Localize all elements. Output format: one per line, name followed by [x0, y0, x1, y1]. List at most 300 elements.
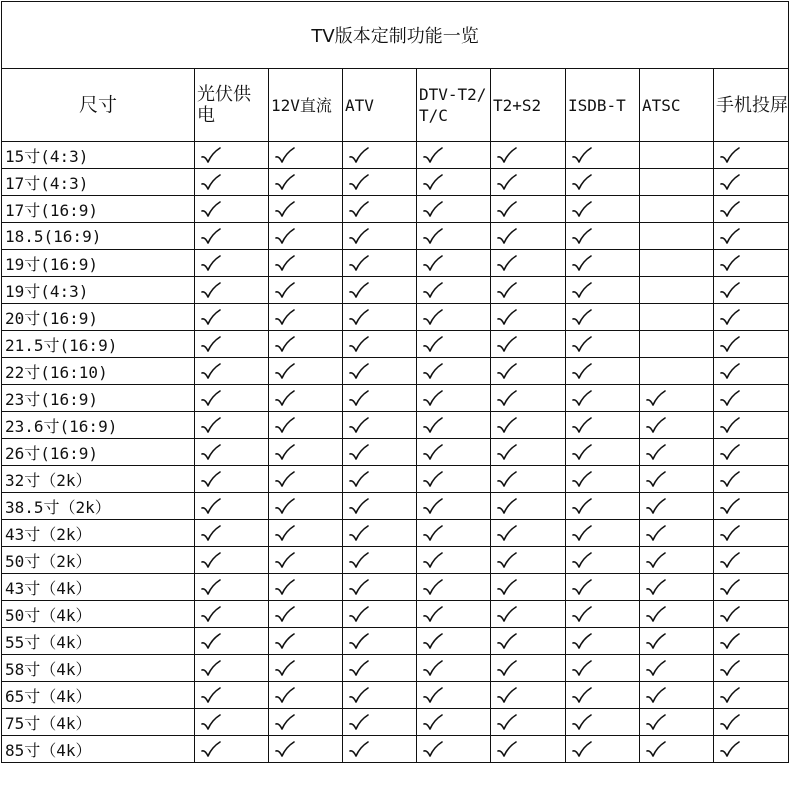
size-label: 58寸（4k） — [2, 655, 195, 682]
feature-cell-isdbt — [566, 142, 640, 169]
feature-cell-solar — [195, 223, 269, 250]
check-icon — [349, 390, 369, 408]
check-icon — [349, 444, 369, 462]
feature-cell-mirror — [714, 655, 789, 682]
feature-cell-dc12v — [269, 169, 343, 196]
feature-cell-mirror — [714, 520, 789, 547]
check-icon — [572, 552, 592, 570]
feature-cell-dc12v — [269, 142, 343, 169]
feature-cell-solar — [195, 277, 269, 304]
check-icon — [349, 417, 369, 435]
feature-cell-dc12v — [269, 439, 343, 466]
feature-cell-dc12v — [269, 547, 343, 574]
feature-cell-isdbt — [566, 412, 640, 439]
check-icon — [423, 525, 443, 543]
feature-cell-dc12v — [269, 655, 343, 682]
feature-cell-t2s2 — [491, 169, 566, 196]
check-icon — [497, 228, 517, 246]
check-icon — [275, 660, 295, 678]
feature-cell-solar — [195, 709, 269, 736]
feature-cell-atsc — [640, 358, 714, 385]
feature-cell-solar — [195, 304, 269, 331]
table-body — [2, 142, 789, 763]
check-icon — [572, 498, 592, 516]
feature-cell-isdbt — [566, 601, 640, 628]
check-icon — [201, 498, 221, 516]
feature-cell-dtv — [417, 223, 491, 250]
check-icon — [497, 633, 517, 651]
size-label: 75寸（4k） — [2, 709, 195, 736]
check-icon — [201, 309, 221, 327]
feature-cell-dc12v — [269, 412, 343, 439]
size-label: 38.5寸（2k） — [2, 493, 195, 520]
check-icon — [423, 255, 443, 273]
check-icon — [423, 363, 443, 381]
feature-cell-atv — [343, 547, 417, 574]
check-icon — [720, 687, 740, 705]
table-row — [2, 439, 789, 466]
check-icon — [275, 255, 295, 273]
check-icon — [423, 579, 443, 597]
feature-cell-isdbt — [566, 682, 640, 709]
check-icon — [201, 363, 221, 381]
feature-cell-atsc — [640, 493, 714, 520]
feature-cell-mirror — [714, 736, 789, 763]
check-icon — [349, 363, 369, 381]
feature-cell-mirror — [714, 574, 789, 601]
feature-cell-dtv — [417, 358, 491, 385]
feature-cell-atv — [343, 304, 417, 331]
column-header-atsc: ATSC — [640, 69, 714, 142]
feature-cell-dc12v — [269, 493, 343, 520]
feature-cell-solar — [195, 682, 269, 709]
feature-cell-t2s2 — [491, 574, 566, 601]
feature-cell-solar — [195, 358, 269, 385]
feature-cell-dc12v — [269, 385, 343, 412]
check-icon — [201, 606, 221, 624]
feature-table — [1, 1, 789, 763]
feature-cell-t2s2 — [491, 412, 566, 439]
feature-cell-atsc — [640, 466, 714, 493]
check-icon — [720, 633, 740, 651]
check-icon — [349, 714, 369, 732]
table-row — [2, 466, 789, 493]
check-icon — [572, 660, 592, 678]
feature-cell-atv — [343, 412, 417, 439]
feature-cell-t2s2 — [491, 385, 566, 412]
check-icon — [423, 552, 443, 570]
check-icon — [720, 174, 740, 192]
feature-cell-atsc — [640, 655, 714, 682]
feature-cell-t2s2 — [491, 736, 566, 763]
feature-cell-dtv — [417, 385, 491, 412]
feature-cell-isdbt — [566, 304, 640, 331]
feature-cell-atsc — [640, 331, 714, 358]
check-icon — [349, 147, 369, 165]
check-icon — [646, 687, 666, 705]
check-icon — [497, 174, 517, 192]
feature-cell-atsc — [640, 196, 714, 223]
feature-cell-solar — [195, 547, 269, 574]
table-row — [2, 385, 789, 412]
feature-cell-mirror — [714, 493, 789, 520]
check-icon — [201, 660, 221, 678]
feature-cell-solar — [195, 331, 269, 358]
feature-cell-atv — [343, 466, 417, 493]
feature-cell-dc12v — [269, 304, 343, 331]
table-row — [2, 169, 789, 196]
feature-cell-atsc — [640, 250, 714, 277]
check-icon — [349, 201, 369, 219]
feature-cell-isdbt — [566, 169, 640, 196]
check-icon — [720, 525, 740, 543]
table-row — [2, 520, 789, 547]
check-icon — [201, 201, 221, 219]
table-row — [2, 358, 789, 385]
feature-cell-t2s2 — [491, 196, 566, 223]
feature-cell-atsc — [640, 412, 714, 439]
check-icon — [275, 552, 295, 570]
feature-cell-isdbt — [566, 250, 640, 277]
feature-cell-mirror — [714, 250, 789, 277]
feature-cell-mirror — [714, 628, 789, 655]
feature-cell-atv — [343, 277, 417, 304]
check-icon — [572, 714, 592, 732]
feature-cell-isdbt — [566, 736, 640, 763]
feature-cell-dtv — [417, 142, 491, 169]
check-icon — [572, 390, 592, 408]
check-icon — [720, 552, 740, 570]
size-label: 22寸(16:10) — [2, 358, 195, 385]
check-icon — [275, 390, 295, 408]
check-icon — [646, 471, 666, 489]
feature-cell-mirror — [714, 169, 789, 196]
check-icon — [423, 687, 443, 705]
check-icon — [201, 417, 221, 435]
check-icon — [423, 498, 443, 516]
check-icon — [275, 363, 295, 381]
feature-cell-isdbt — [566, 331, 640, 358]
feature-cell-atv — [343, 493, 417, 520]
table-row — [2, 709, 789, 736]
feature-cell-atsc — [640, 736, 714, 763]
check-icon — [423, 633, 443, 651]
feature-cell-dc12v — [269, 736, 343, 763]
table-row — [2, 574, 789, 601]
table-row — [2, 142, 789, 169]
check-icon — [572, 741, 592, 759]
feature-cell-dc12v — [269, 628, 343, 655]
feature-cell-atsc — [640, 547, 714, 574]
check-icon — [275, 741, 295, 759]
feature-cell-dtv — [417, 493, 491, 520]
check-icon — [720, 606, 740, 624]
check-icon — [572, 282, 592, 300]
check-icon — [201, 174, 221, 192]
feature-cell-solar — [195, 655, 269, 682]
feature-cell-atsc — [640, 682, 714, 709]
check-icon — [349, 282, 369, 300]
check-icon — [349, 336, 369, 354]
check-icon — [275, 633, 295, 651]
check-icon — [275, 444, 295, 462]
size-label: 26寸(16:9) — [2, 439, 195, 466]
check-icon — [646, 390, 666, 408]
check-icon — [572, 525, 592, 543]
feature-cell-atsc — [640, 520, 714, 547]
check-icon — [497, 552, 517, 570]
check-icon — [423, 444, 443, 462]
check-icon — [275, 714, 295, 732]
feature-cell-t2s2 — [491, 628, 566, 655]
feature-cell-dc12v — [269, 682, 343, 709]
feature-cell-dtv — [417, 601, 491, 628]
check-icon — [646, 714, 666, 732]
table-row — [2, 655, 789, 682]
check-icon — [423, 417, 443, 435]
check-icon — [646, 633, 666, 651]
check-icon — [720, 255, 740, 273]
feature-cell-atv — [343, 682, 417, 709]
check-icon — [423, 660, 443, 678]
check-icon — [423, 309, 443, 327]
check-icon — [201, 444, 221, 462]
feature-cell-mirror — [714, 547, 789, 574]
check-icon — [572, 633, 592, 651]
check-icon — [572, 201, 592, 219]
check-icon — [646, 444, 666, 462]
feature-cell-atsc — [640, 574, 714, 601]
feature-cell-dtv — [417, 709, 491, 736]
feature-cell-isdbt — [566, 709, 640, 736]
check-icon — [720, 282, 740, 300]
check-icon — [720, 444, 740, 462]
column-header-solar: 光伏供电 — [195, 69, 269, 142]
feature-cell-dc12v — [269, 196, 343, 223]
feature-cell-solar — [195, 736, 269, 763]
check-icon — [497, 741, 517, 759]
size-label: 85寸（4k） — [2, 736, 195, 763]
check-icon — [349, 579, 369, 597]
size-label: 23.6寸(16:9) — [2, 412, 195, 439]
check-icon — [497, 606, 517, 624]
check-icon — [720, 498, 740, 516]
check-icon — [349, 255, 369, 273]
check-icon — [275, 201, 295, 219]
feature-cell-dtv — [417, 574, 491, 601]
feature-cell-mirror — [714, 385, 789, 412]
table-row — [2, 304, 789, 331]
check-icon — [349, 498, 369, 516]
table-row — [2, 331, 789, 358]
check-icon — [349, 471, 369, 489]
check-icon — [423, 228, 443, 246]
check-icon — [646, 660, 666, 678]
feature-cell-t2s2 — [491, 223, 566, 250]
check-icon — [423, 201, 443, 219]
check-icon — [497, 444, 517, 462]
size-label: 21.5寸(16:9) — [2, 331, 195, 358]
table-row — [2, 628, 789, 655]
check-icon — [423, 471, 443, 489]
feature-cell-dtv — [417, 412, 491, 439]
check-icon — [572, 417, 592, 435]
feature-cell-atv — [343, 196, 417, 223]
column-header-size: 尺寸 — [2, 69, 195, 142]
check-icon — [423, 147, 443, 165]
feature-cell-atv — [343, 736, 417, 763]
feature-cell-solar — [195, 250, 269, 277]
feature-cell-isdbt — [566, 520, 640, 547]
feature-cell-dc12v — [269, 574, 343, 601]
check-icon — [275, 228, 295, 246]
check-icon — [572, 174, 592, 192]
feature-cell-mirror — [714, 412, 789, 439]
table-title: TV版本定制功能一览 — [2, 2, 789, 69]
feature-cell-atv — [343, 628, 417, 655]
check-icon — [423, 606, 443, 624]
check-icon — [720, 336, 740, 354]
check-icon — [720, 390, 740, 408]
check-icon — [497, 147, 517, 165]
check-icon — [423, 282, 443, 300]
size-label: 55寸（4k） — [2, 628, 195, 655]
check-icon — [275, 498, 295, 516]
check-icon — [349, 174, 369, 192]
feature-cell-dc12v — [269, 466, 343, 493]
table-row — [2, 601, 789, 628]
feature-cell-atsc — [640, 628, 714, 655]
header-row — [2, 69, 789, 142]
size-label: 19寸(16:9) — [2, 250, 195, 277]
check-icon — [572, 336, 592, 354]
check-icon — [275, 174, 295, 192]
feature-cell-mirror — [714, 709, 789, 736]
feature-cell-isdbt — [566, 493, 640, 520]
feature-cell-dc12v — [269, 709, 343, 736]
feature-cell-dc12v — [269, 358, 343, 385]
size-label: 43寸（2k） — [2, 520, 195, 547]
size-label: 18.5(16:9) — [2, 223, 195, 250]
feature-cell-dtv — [417, 250, 491, 277]
feature-cell-atv — [343, 655, 417, 682]
column-header-mirror: 手机投屏 — [714, 69, 789, 142]
feature-cell-isdbt — [566, 628, 640, 655]
check-icon — [201, 282, 221, 300]
feature-cell-isdbt — [566, 223, 640, 250]
feature-cell-mirror — [714, 142, 789, 169]
feature-cell-isdbt — [566, 655, 640, 682]
table-row — [2, 412, 789, 439]
feature-cell-isdbt — [566, 547, 640, 574]
check-icon — [275, 579, 295, 597]
check-icon — [720, 660, 740, 678]
check-icon — [275, 147, 295, 165]
feature-cell-solar — [195, 142, 269, 169]
check-icon — [572, 255, 592, 273]
feature-cell-t2s2 — [491, 277, 566, 304]
feature-cell-atsc — [640, 385, 714, 412]
check-icon — [572, 147, 592, 165]
check-icon — [720, 201, 740, 219]
column-header-t2s2: T2+S2 — [491, 69, 566, 142]
check-icon — [423, 714, 443, 732]
feature-cell-dc12v — [269, 277, 343, 304]
check-icon — [720, 363, 740, 381]
feature-cell-dtv — [417, 655, 491, 682]
feature-cell-isdbt — [566, 277, 640, 304]
check-icon — [201, 579, 221, 597]
feature-cell-dtv — [417, 628, 491, 655]
check-icon — [201, 147, 221, 165]
check-icon — [572, 579, 592, 597]
check-icon — [349, 606, 369, 624]
check-icon — [646, 498, 666, 516]
feature-cell-dtv — [417, 466, 491, 493]
feature-cell-atsc — [640, 223, 714, 250]
feature-cell-isdbt — [566, 196, 640, 223]
feature-cell-t2s2 — [491, 142, 566, 169]
feature-cell-mirror — [714, 223, 789, 250]
feature-cell-atsc — [640, 439, 714, 466]
feature-cell-dtv — [417, 169, 491, 196]
feature-cell-mirror — [714, 304, 789, 331]
check-icon — [497, 282, 517, 300]
check-icon — [349, 525, 369, 543]
check-icon — [720, 741, 740, 759]
feature-cell-atsc — [640, 277, 714, 304]
feature-cell-solar — [195, 628, 269, 655]
size-label: 50寸（2k） — [2, 547, 195, 574]
size-label: 17寸(16:9) — [2, 196, 195, 223]
check-icon — [201, 633, 221, 651]
check-icon — [349, 741, 369, 759]
table-row — [2, 223, 789, 250]
table-row — [2, 736, 789, 763]
check-icon — [720, 228, 740, 246]
check-icon — [572, 687, 592, 705]
check-icon — [720, 417, 740, 435]
feature-cell-atv — [343, 250, 417, 277]
check-icon — [201, 741, 221, 759]
check-icon — [201, 336, 221, 354]
check-icon — [275, 606, 295, 624]
feature-cell-atv — [343, 385, 417, 412]
size-label: 32寸（2k） — [2, 466, 195, 493]
size-label: 23寸(16:9) — [2, 385, 195, 412]
size-label: 43寸（4k） — [2, 574, 195, 601]
check-icon — [275, 336, 295, 354]
feature-cell-t2s2 — [491, 331, 566, 358]
feature-cell-t2s2 — [491, 439, 566, 466]
feature-cell-t2s2 — [491, 493, 566, 520]
check-icon — [201, 687, 221, 705]
check-icon — [572, 606, 592, 624]
check-icon — [497, 336, 517, 354]
check-icon — [497, 687, 517, 705]
feature-cell-solar — [195, 574, 269, 601]
feature-cell-mirror — [714, 358, 789, 385]
feature-cell-solar — [195, 520, 269, 547]
table-row — [2, 250, 789, 277]
feature-cell-t2s2 — [491, 250, 566, 277]
check-icon — [497, 471, 517, 489]
table-row — [2, 196, 789, 223]
table-row — [2, 277, 789, 304]
check-icon — [572, 309, 592, 327]
column-header-isdbt: ISDB-T — [566, 69, 640, 142]
check-icon — [275, 282, 295, 300]
